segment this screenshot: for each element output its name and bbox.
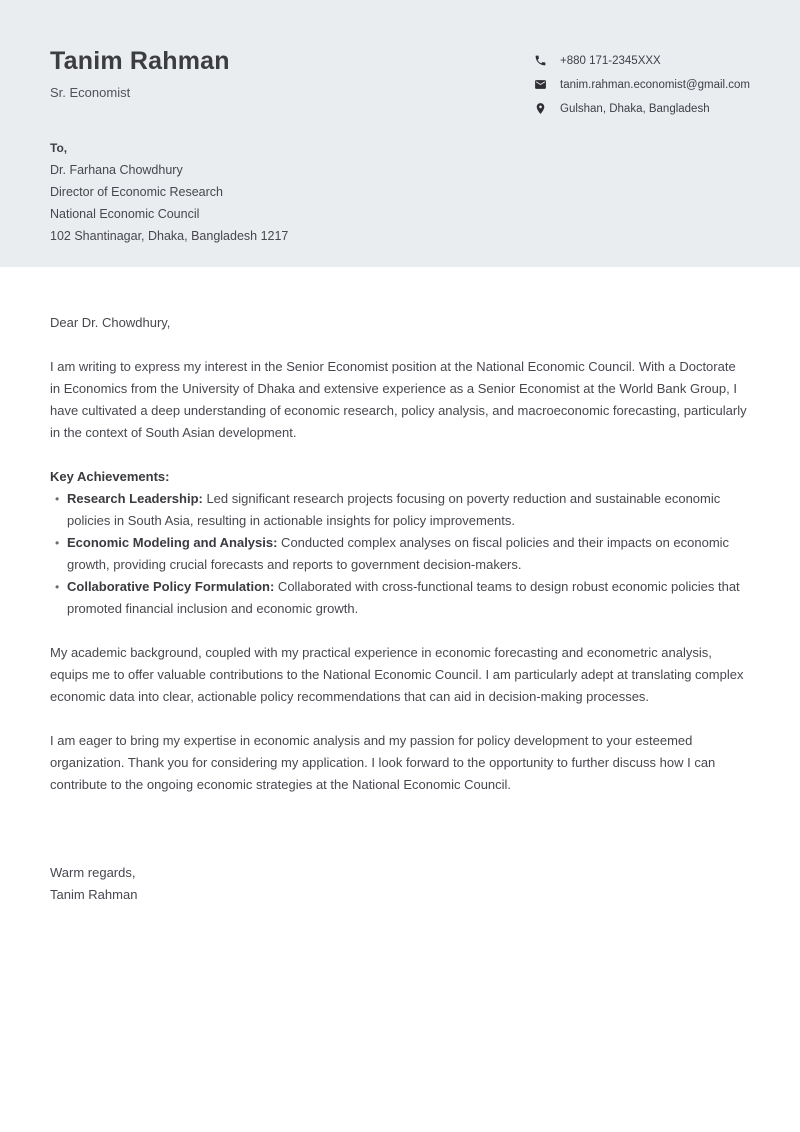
recipient-block bbox=[50, 141, 750, 247]
job-title: Sr. Economist bbox=[50, 85, 131, 100]
contact-email-row bbox=[534, 78, 750, 91]
header bbox=[0, 0, 800, 267]
closing-text: Warm regards, bbox=[50, 865, 136, 880]
salutation: Dear Dr. Chowdhury, bbox=[50, 315, 171, 330]
identity-block bbox=[50, 46, 230, 100]
recipient-address: 102 Shantinagar, Dhaka, Bangladesh 1217 bbox=[50, 229, 289, 243]
achievement-label: Economic Modeling and Analysis: bbox=[67, 535, 278, 550]
achievements-heading: Key Achievements: bbox=[50, 469, 170, 484]
achievement-item bbox=[50, 488, 748, 532]
recipient-organization: National Economic Council bbox=[50, 207, 200, 221]
contact-phone-row bbox=[534, 54, 750, 67]
phone-number: +880 171-2345XXX bbox=[560, 54, 661, 67]
email-address: tanim.rahman.economist@gmail.com bbox=[560, 78, 750, 91]
achievement-label: Collaborative Policy Formulation: bbox=[67, 579, 275, 594]
achievement-text: Collaborated with cross-functional teams to design robust economic policies that promoted financial inclusion and economic growth. bbox=[67, 579, 740, 616]
signature-block bbox=[50, 862, 748, 906]
recipient-title: Director of Economic Research bbox=[50, 185, 223, 199]
contact-block bbox=[534, 46, 750, 115]
recipient-label: To, bbox=[50, 141, 68, 155]
letter-body bbox=[0, 267, 800, 906]
achievement-label: Research Leadership: bbox=[67, 491, 203, 506]
recipient-name: Dr. Farhana Chowdhury bbox=[50, 163, 183, 177]
achievement-text: Conducted complex analyses on fiscal policies and their impacts on economic growth, providing crucial forecasts and reports to government decision-makers. bbox=[67, 535, 730, 572]
person-name: Tanim Rahman bbox=[50, 47, 230, 75]
background-paragraph: My academic background, coupled with my practical experience in economic forecasting and econometric analysis, equips me to offer valuable contributions to the National Economic Council. I am particularly adept at translating complex economic data into clear, actionable policy recommendations that can aid in decision-making processes. bbox=[50, 645, 744, 704]
phone-icon bbox=[534, 54, 547, 67]
signature-name: Tanim Rahman bbox=[50, 887, 138, 902]
achievement-item bbox=[50, 532, 748, 576]
achievement-item bbox=[50, 576, 748, 620]
contact-location-row bbox=[534, 102, 750, 115]
achievements-list bbox=[50, 488, 748, 620]
envelope-icon bbox=[534, 78, 547, 91]
intro-paragraph: I am writing to express my interest in the Senior Economist position at the National Economic Council. With a Doctorate in Economics from the University of Dhaka and extensive experience as a Senior Economist at the World Bank Group, I have cultivated a deep understanding of economic research, policy analysis, and macroeconomic forecasting, particularly in the context of South Asian development. bbox=[50, 359, 747, 440]
location-text: Gulshan, Dhaka, Bangladesh bbox=[560, 102, 710, 115]
closing-paragraph: I am eager to bring my expertise in economic analysis and my passion for policy development to your esteemed organization. Thank you for considering my application. I look forward to the opportunity to further discuss how I can contribute to the ongoing economic strategies at the National Economic Council. bbox=[50, 733, 716, 792]
map-pin-icon bbox=[534, 102, 547, 115]
achievement-text: Led significant research projects focusing on poverty reduction and sustainable economic policies in South Asia, resulting in actionable insights for policy improvements. bbox=[67, 491, 721, 528]
